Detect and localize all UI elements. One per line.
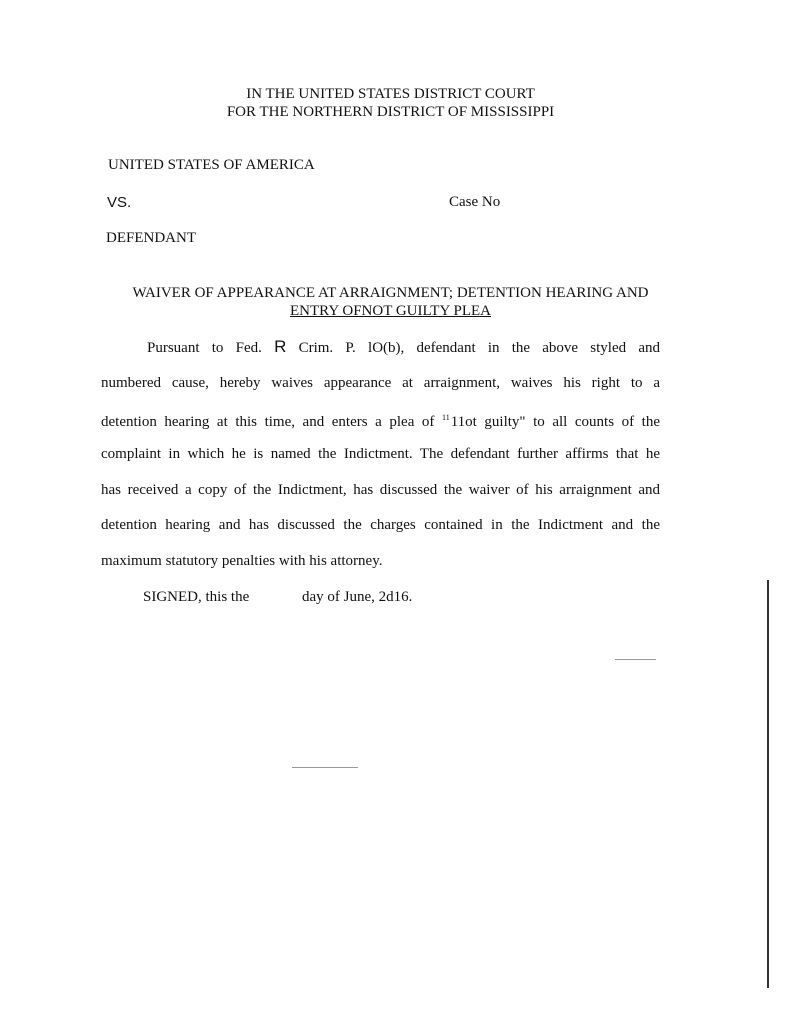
defendant-label: DEFENDANT <box>106 230 196 246</box>
document-title-line1: WAIVER OF APPEARANCE AT ARRAIGNMENT; DETENTION HEARING AND <box>132 285 649 301</box>
body-line-6: detention hearing and has discussed the charges contained in the Indictment and the <box>101 517 660 533</box>
court-name-line2: FOR THE NORTHERN DISTRICT OF MISSISSIPPI <box>226 104 555 120</box>
signed-prefix: SIGNED, this the <box>143 589 250 605</box>
body-line-5: has received a copy of the Indictment, has discussed the waiver of his arraignment and <box>101 482 660 498</box>
versus-label: VS. <box>107 194 132 211</box>
document-title-line2 <box>0 302 781 320</box>
defendant-signature-line <box>292 767 358 768</box>
case-number-label: Case No <box>449 194 501 210</box>
right-margin-rule <box>767 580 769 988</box>
body-line-3-end: 11ot guilty" to all counts of the <box>450 414 661 430</box>
body-line-1-end: Crim. P. lO(b), defendant in the above styled and <box>298 340 661 356</box>
document-title-underlined: ENTRY OFNOT GUILTY PLEA <box>290 303 491 319</box>
body-line-3-start: detention hearing at this time, and enters a plea of <box>101 414 435 430</box>
body-line-1-start: Pursuant to Fed. <box>147 340 262 356</box>
body-line-4: complaint in which he is named the Indictment. The defendant further affirms that he <box>101 446 660 462</box>
body-line-1 <box>101 338 660 357</box>
signed-suffix: day of June, 2d16. <box>302 589 413 605</box>
body-line-2: numbered cause, hereby waives appearance at arraignment, waives his right to a <box>101 375 660 391</box>
court-name-line1: IN THE UNITED STATES DISTRICT COURT <box>246 86 535 102</box>
plaintiff-name: UNITED STATES OF AMERICA <box>108 157 315 173</box>
body-line-3-superscript: 11 <box>442 413 450 422</box>
body-line-3 <box>101 409 660 431</box>
body-line-1-r: R <box>274 337 287 356</box>
judge-signature-line <box>615 659 656 660</box>
body-line-7: maximum statutory penalties with his attorney. <box>101 553 383 569</box>
